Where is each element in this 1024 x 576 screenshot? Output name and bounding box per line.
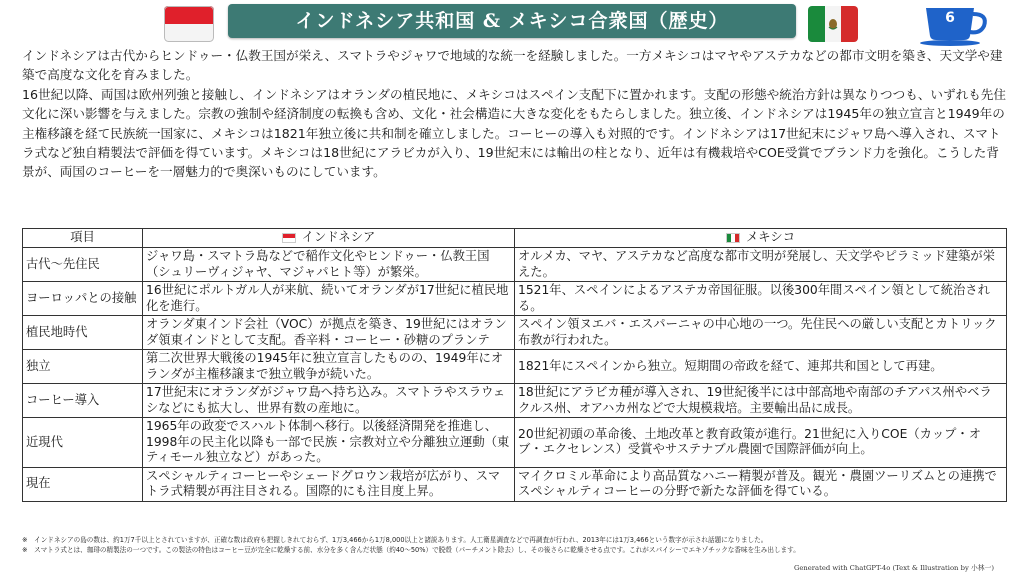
table-row [23,350,1007,384]
intro-paragraph: インドネシアは古代からヒンドゥー・仏教王国が栄え、スマトラやジャワで地域的な統一を経験しました。一方メキシコはマヤやアステカなどの都市文明を築き、天文学や建築で高度な文化を育みました。 [22,48,1003,83]
row-label: 植民地時代 [23,316,143,350]
mexico-cell: マイクロミル革命により高品質なハニー精製が普及。観光・農園ツーリズムとの連携でスペシャルティコーヒーの分野で新たな評価を得ている。 [515,467,1007,501]
indonesia-cell: スペシャルティコーヒーやシェードグロウン栽培が広がり、スマトラ式精製が再注目される。国際的にも注目度上昇。 [143,467,515,501]
comparison-table [22,228,1007,502]
mexico-cell: 1821年にスペインから独立。短期間の帝政を経て、連邦共和国として再建。 [515,350,1007,384]
header-mexico [515,229,1007,248]
indonesia-cell: 17世紀末にオランダがジャワ島へ持ち込み。スマトラやスラウェシなどにも拡大し、世界有数の産地に。 [143,384,515,418]
table-row [23,316,1007,350]
page-number: 6 [945,10,955,26]
mexico-flag-icon [726,233,740,243]
table-header-row [23,229,1007,248]
indonesia-cell: オランダ東インド会社（VOC）が拠点を築き、19世紀にはオランダ領東インドとして支配。香辛料・コーヒー・砂糖のプランテ [143,316,515,350]
indonesia-flag-icon [164,6,214,42]
mexico-flag-icon [808,6,858,42]
indonesia-cell: 16世紀にポルトガル人が来航、続いてオランダが17世紀に植民地化を進行。 [143,282,515,316]
row-label: 現在 [23,467,143,501]
page-title: インドネシア共和国 & メキシコ合衆国（歴史） [228,4,796,38]
header-indonesia [143,229,515,248]
header-mexico-label: メキシコ [745,230,796,245]
row-label: ヨーロッパとの接触 [23,282,143,316]
table-row [23,418,1007,468]
indonesia-cell: 第二次世界大戦後の1945年に独立宣言したものの、1949年にオランダが主権移譲まで独立戦争が続いた。 [143,350,515,384]
header-item: 項目 [23,229,143,248]
row-label: コーヒー導入 [23,384,143,418]
mexico-cell: 20世紀初頭の革命後、土地改革と教育政策が進行。21世紀に入りCOE（カップ・オブ・エクセレンス）受賞やサステナブル農園で国際評価が向上。 [515,418,1007,468]
footnote: ※ インドネシアの島の数は、約1万7千以上とされていますが、正確な数は政府も把握しきれておらず、1万3,466から1万8,000以上と諸説あります。人工衛星調査などで再調査が行われ、2013年には1万3,466という数字が示され話題になりました。 [22,536,768,544]
intro-paragraph: 16世紀以降、両国は欧州列強と接触し、インドネシアはオランダの植民地に、メキシコはスペイン支配下に置かれます。支配の形態や統治方針は異なりつつも、いずれも先住文化に深い影響を与えました。宗教の強制や経済制度の転換も含め、文化・社会構造に大きな変化をもたらしました。独立後、インドネシアは1945年の独立宣言と1949年の主権移譲を経て民族統一国家に、メキシコは1821年独立後に共和制を確立しました。コーヒーの導入も対照的です。インドネシアは17世紀末にジャワ島へ導入され、スマトラ式など独自精製法で評価を得ています。メキシコは18世紀にアラビカが入り、19世紀末には輸出の柱となり、近年は有機栽培やCOE受賞でブランド力を強化。こうした背景が、両国のコーヒーを一層魅力的で奥深いものにしています。 [22,86,1006,180]
table-row [23,282,1007,316]
table-row [23,467,1007,501]
intro-text [22,46,1007,182]
footnotes [22,535,1012,555]
credit-text: Generated with ChatGPT-4o (Text & Illustration by 小林一) [793,564,994,572]
indonesia-cell: ジャワ島・スマトラ島などで稲作文化やヒンドゥー・仏教王国（シュリーヴィジャヤ、マジャパヒト等）が繁栄。 [143,248,515,282]
mexico-cell: 18世紀にアラビカ種が導入され、19世紀後半には中部高地や南部のチアパス州やベラクルス州、オアハカ州などで大規模栽培。主要輸出品に成長。 [515,384,1007,418]
table-row [23,248,1007,282]
table-row [23,384,1007,418]
mexico-cell: 1521年、スペインによるアステカ帝国征服。以後300年間スペイン領として統治される。 [515,282,1007,316]
mexico-cell: スペイン領ヌエバ・エスパーニャの中心地の一つ。先住民への厳しい支配とカトリック布教が行われた。 [515,316,1007,350]
row-label: 古代〜先住民 [23,248,143,282]
mexico-cell: オルメカ、マヤ、アステカなど高度な都市文明が発展し、天文学やピラミッド建築が栄えた。 [515,248,1007,282]
indonesia-cell: 1965年の政変でスハルト体制へ移行。以後経済開発を推進し、1998年の民主化以降も一部で民族・宗教対立や分離独立運動（東ティモール独立など）があった。 [143,418,515,468]
row-label: 近現代 [23,418,143,468]
header-indonesia-label: インドネシア [301,230,376,245]
footnote: ※ スマトラ式とは、珈琲の精製法の一つです。この製法の特色はコーヒー豆が完全に乾燥する前、水分を多く含んだ状態（約40〜50%）で脱殻（パーチメント除去）し、その後さらに乾燥させる点です。これがスパイシーでエキゾチックな香味を生み出します。 [22,546,800,554]
row-label: 独立 [23,350,143,384]
indonesia-flag-icon [282,233,296,243]
